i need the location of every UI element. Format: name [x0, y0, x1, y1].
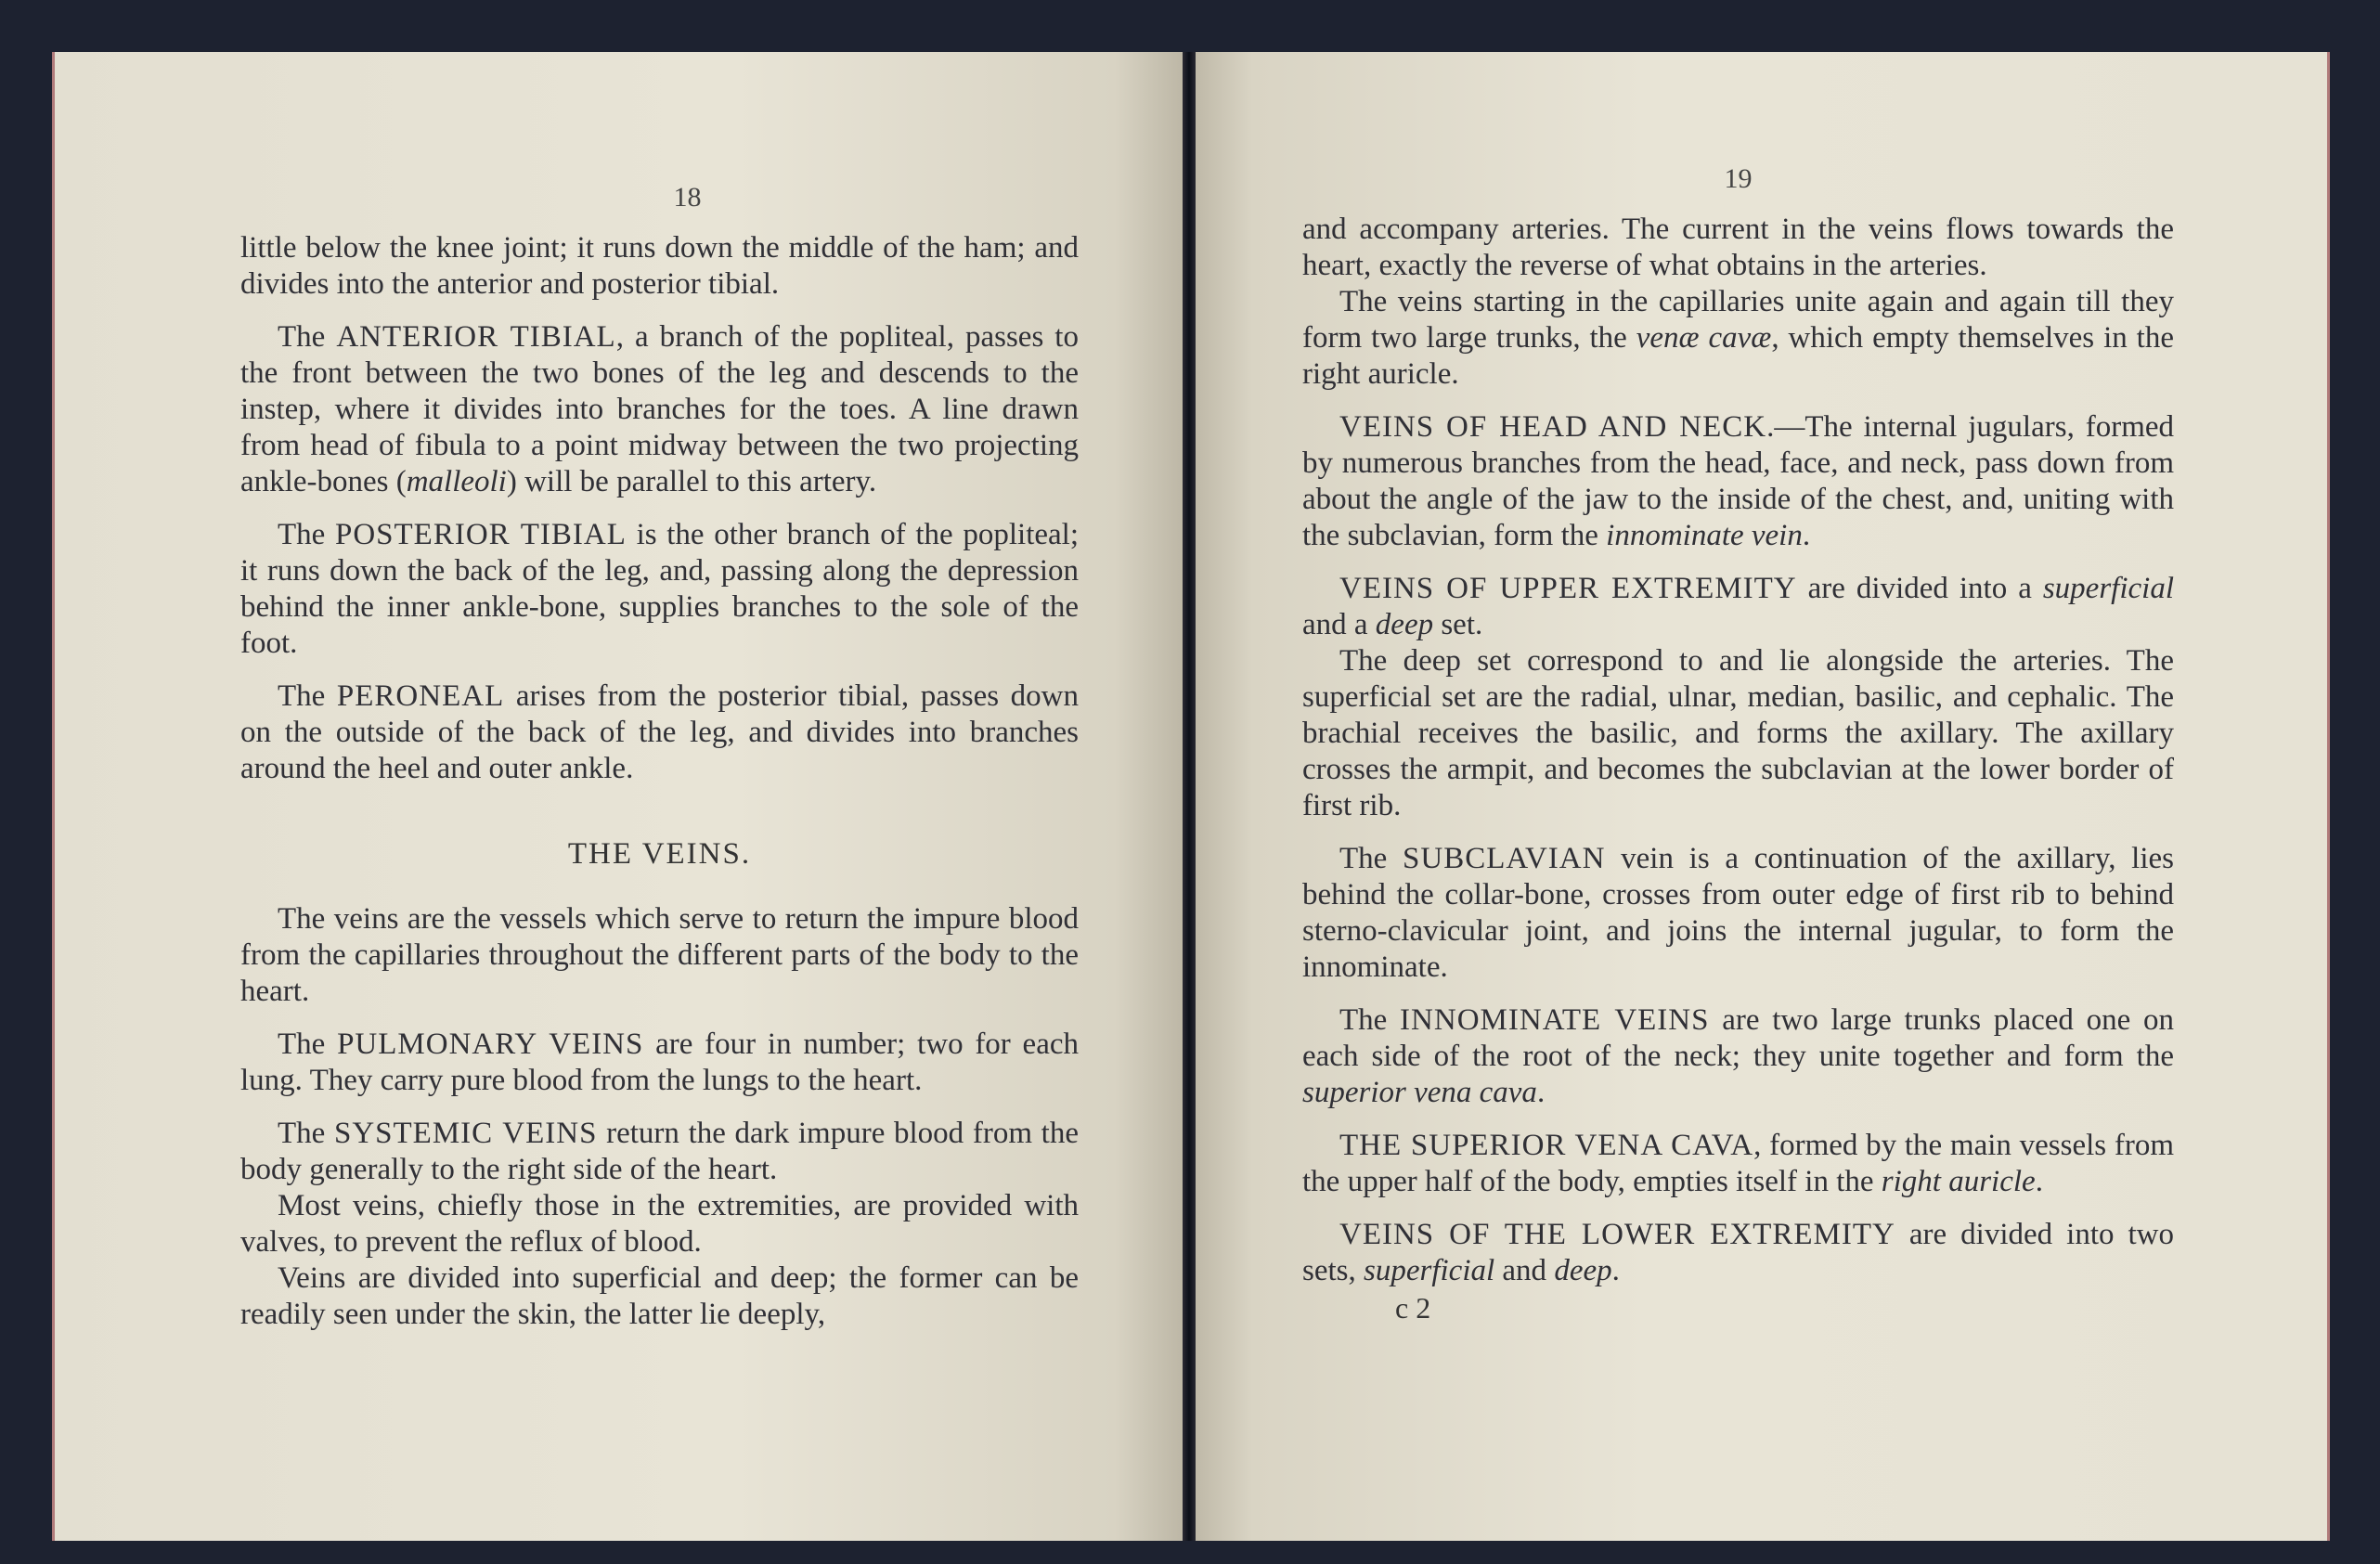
text-run: The [278, 518, 335, 551]
page-number: 19 [1724, 163, 1753, 194]
page-number: 18 [673, 182, 702, 213]
text-run: , formed by the main vessels from the upper half of the body, empties itself in the [1302, 1129, 2175, 1198]
book-spread [52, 52, 2330, 1541]
paragraph-superior-vena-cava [1302, 1128, 2174, 1200]
term: ANTERIOR TIBIAL [336, 320, 616, 354]
italic-term: malleoli [406, 465, 507, 498]
text-run: The [1339, 1003, 1401, 1037]
text-run: The [278, 320, 337, 354]
paragraph: and accompany arteries. The current in the veins flows towards the heart, exactly the reverse of what obtains in the arteries. [1302, 213, 2174, 282]
term: VEINS OF UPPER EXTREMITY [1339, 572, 1797, 605]
paragraph-anterior-tibial [240, 319, 1079, 500]
paragraph: little below the knee joint; it runs down the middle of the ham; and divides into the anterior and posterior tibial. [240, 231, 1079, 301]
italic-term: innominate vein [1606, 519, 1803, 552]
term: VEINS OF THE LOWER EXTREMITY [1339, 1218, 1895, 1251]
paragraph-venae-cavae [1302, 284, 2174, 393]
text-run: The [278, 1117, 334, 1150]
text-run: are four in number; two for each lung. They carry pure blood from the lungs to the heart. [240, 1028, 1079, 1097]
book-gutter [1183, 52, 1196, 1541]
signature-mark: c 2 [1395, 1291, 1431, 1325]
text-run: .—The internal jugulars, formed by numerous branches from the head, face, and neck, pass down from about the angle of the jaw to the inside of the chest, and, uniting with the subclavian, form the [1302, 410, 2175, 552]
italic-term: venæ cavæ [1636, 321, 1772, 355]
paragraph: The deep set correspond to and lie alongside the arteries. The superficial set are the radial, ulnar, median, basilic, and cephalic. The brachial receives the basilic, and forms the axillary. The axillary crosses the armpit, and becomes the subclavian at the lower border of first rib. [1302, 644, 2174, 822]
section-heading: THE VEINS. [567, 837, 752, 871]
text-run: set. [1433, 608, 1483, 641]
italic-term: superior vena cava [1302, 1076, 1537, 1109]
paragraph-veins-lower-extremity [1302, 1217, 2174, 1289]
term: SYSTEMIC VEINS [333, 1117, 598, 1150]
term: POSTERIOR TIBIAL [334, 518, 627, 551]
italic-term: right auricle [1881, 1165, 2036, 1198]
right-page [1196, 52, 2330, 1541]
text-run: . [1536, 1076, 1546, 1109]
paragraph-veins-upper-extremity [1302, 571, 2174, 643]
italic-term: superficial [2042, 572, 2174, 605]
text-run: The [1339, 842, 1403, 875]
paragraph: Veins are divided into superficial and deep; the former can be readily seen under the skin, the latter lie deeply, [240, 1261, 1079, 1331]
text-run: , which empty themselves in the right auricle. [1302, 321, 2174, 391]
text-run: return the dark impure blood from the body generally to the right side of the heart. [240, 1117, 1079, 1186]
italic-term: superficial [1364, 1254, 1495, 1287]
paragraph-peroneal [240, 679, 1079, 787]
paragraph: The veins are the vessels which serve to return the impure blood from the capillaries throughout the different parts of the body to the heart. [240, 902, 1079, 1008]
text-run: are divided into a [1796, 572, 2043, 605]
text-run: and a [1302, 608, 1376, 641]
paragraph-posterior-tibial [240, 517, 1079, 662]
text-run: and [1494, 1254, 1555, 1287]
text-run: The [278, 1028, 338, 1061]
text-run: are two large trunks placed one on each side of the root of the neck; they unite together and form the [1302, 1003, 2174, 1073]
italic-term: deep [1554, 1254, 1612, 1287]
paragraph-systemic-veins [240, 1116, 1079, 1188]
text-run: arises from the posterior tibial, passes down on the outside of the back of the leg, and divides into branches around the heel and outer ankle. [240, 679, 1079, 785]
text-run: vein is a continuation of the axillary, lies behind the collar-bone, crosses from outer edge of first rib to behind sterno-clavicular joint, and joins the internal jugular, to form the innominate. [1302, 842, 2175, 984]
text-run: ) will be parallel to this artery. [506, 465, 877, 498]
term: INNOMINATE VEINS [1400, 1003, 1710, 1037]
term: VEINS OF HEAD AND NECK [1339, 410, 1767, 444]
text-run: . [1802, 519, 1811, 552]
text-run: are divided into two sets, [1302, 1218, 2175, 1287]
paragraph-subclavian [1302, 841, 2174, 986]
text-run: The veins starting in the capillaries unite again and again till they form two large trunks, the [1302, 285, 2174, 355]
paragraph-innominate-veins [1302, 1002, 2174, 1111]
term: SUBCLAVIAN [1403, 842, 1606, 875]
left-page [52, 52, 1183, 1541]
text-run: is the other branch of the popliteal; it runs down the back of the leg, and, passing along the depression behind the inner ankle-bone, supplies branches to the sole of the foot. [240, 518, 1079, 660]
text-run: The [278, 679, 337, 713]
term: PERONEAL [336, 679, 505, 713]
text-run: , a branch of the popliteal, passes to the front between the two bones of the leg and descends to the instep, where it divides into branches for the toes. A line drawn from head of fibula to a point midway between the two projecting ankle-bones ( [240, 320, 1079, 498]
text-run: . [1611, 1254, 1620, 1287]
paragraph-pulmonary-veins [240, 1027, 1079, 1099]
term: PULMONARY VEINS [337, 1028, 644, 1061]
paragraph-veins-head-neck [1302, 409, 2174, 554]
italic-term: deep [1375, 608, 1434, 641]
text-run: . [2035, 1165, 2043, 1198]
paragraph: Most veins, chiefly those in the extremities, are provided with valves, to prevent the reflux of blood. [240, 1189, 1079, 1259]
term: THE SUPERIOR VENA CAVA [1339, 1129, 1754, 1162]
